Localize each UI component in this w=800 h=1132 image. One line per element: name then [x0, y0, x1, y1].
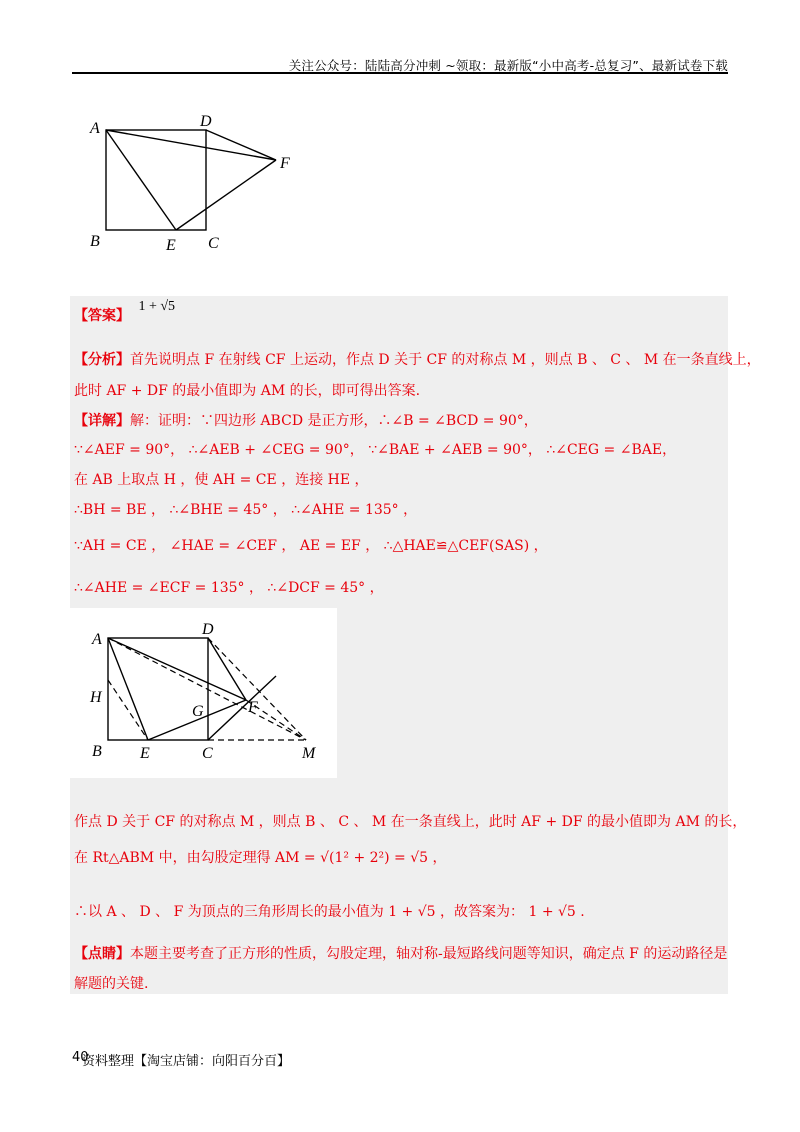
analysis-line-1: 【分析】首先说明点 F 在射线 CF 上运动，作点 D 关于 CF 的对称点 M ，则点 B 、 C 、 M 在一条直线上，: [74, 352, 761, 368]
answer-label: 【答案】: [74, 308, 130, 324]
label-d: D: [202, 621, 214, 638]
figure-construction: [70, 608, 337, 778]
detail-line-4: ∴BH = BE ， ∴∠BHE = 45° ， ∴∠AHE = 135° ，: [74, 502, 418, 518]
detail-line-2: ∵∠AEF = 90°， ∴∠AEB + ∠CEG = 90°， ∵∠BAE + ∠AEB = 90°， ∴∠CEG = ∠BAE，: [74, 442, 677, 458]
analysis-label: 【分析】: [74, 352, 130, 368]
answer-value: 1 + √5: [138, 299, 176, 314]
label-c: C: [208, 235, 219, 252]
label-e: E: [140, 745, 150, 762]
label-m: M: [302, 745, 316, 762]
label-h: H: [90, 689, 102, 706]
label-f: F: [280, 155, 290, 172]
page-number: 40: [72, 1050, 89, 1065]
answer-line: [74, 299, 176, 327]
detail-line-6: ∴∠AHE = ∠ECF = 135° ， ∴∠DCF = 45° ，: [74, 580, 384, 596]
detail-line-3: 在 AB 上取点 H ，使 AH = CE ，连接 HE ，: [74, 472, 369, 488]
label-e: E: [166, 237, 176, 254]
detail-label: 【详解】: [74, 413, 130, 429]
label-d: D: [200, 113, 212, 130]
conclusion-line-2: 在 Rt△ABM 中，由勾股定理得 AM = √(1² + 2²) = √5 ，: [74, 850, 447, 866]
page-header: 关注公众号：陆陆高分冲刺 ~领取：最新版“小中高考-总复习”、最新试卷下载: [288, 58, 728, 73]
footer-text: 资料整理【淘宝店铺：向阳百分百】: [82, 1054, 291, 1069]
analysis-line-2: 此时 AF + DF 的最小值即为 AM 的长，即可得出答案.: [74, 383, 421, 399]
comment-line-2: 解题的关键.: [74, 976, 149, 992]
conclusion-line-1: 作点 D 关于 CF 的对称点 M ，则点 B 、 C 、 M 在一条直线上，此时 AF + DF 的最小值即为 AM 的长，: [74, 814, 747, 830]
header-divider: [72, 72, 728, 74]
label-b: B: [90, 233, 100, 250]
detail-line-5: ∵AH = CE ， ∠HAE = ∠CEF ， AE = EF ， ∴△HAE≌△CEF(SAS) ，: [74, 538, 548, 554]
conclusion-line-3: ∴以 A 、 D 、 F 为顶点的三角形周长的最小值为 1 + √5 ，故答案为： 1 + √5 .: [74, 904, 585, 920]
comment-line-1: 【点睛】本题主要考查了正方形的性质，勾股定理，轴对称-最短路线问题等知识，确定点 F 的运动路径是: [74, 946, 728, 962]
label-g: G: [192, 703, 204, 720]
label-a: A: [90, 120, 100, 137]
comment-label: 【点睛】: [74, 946, 130, 962]
label-f: F: [248, 699, 258, 716]
figure-square-abcd: [80, 110, 310, 260]
figure-construction-svg: [70, 608, 337, 778]
label-a: A: [92, 631, 102, 648]
label-b: B: [92, 743, 102, 760]
detail-line-1: 【详解】解：证明：∵四边形 ABCD 是正方形，∴∠B = ∠BCD = 90°，: [74, 413, 538, 429]
label-c: C: [202, 745, 213, 762]
